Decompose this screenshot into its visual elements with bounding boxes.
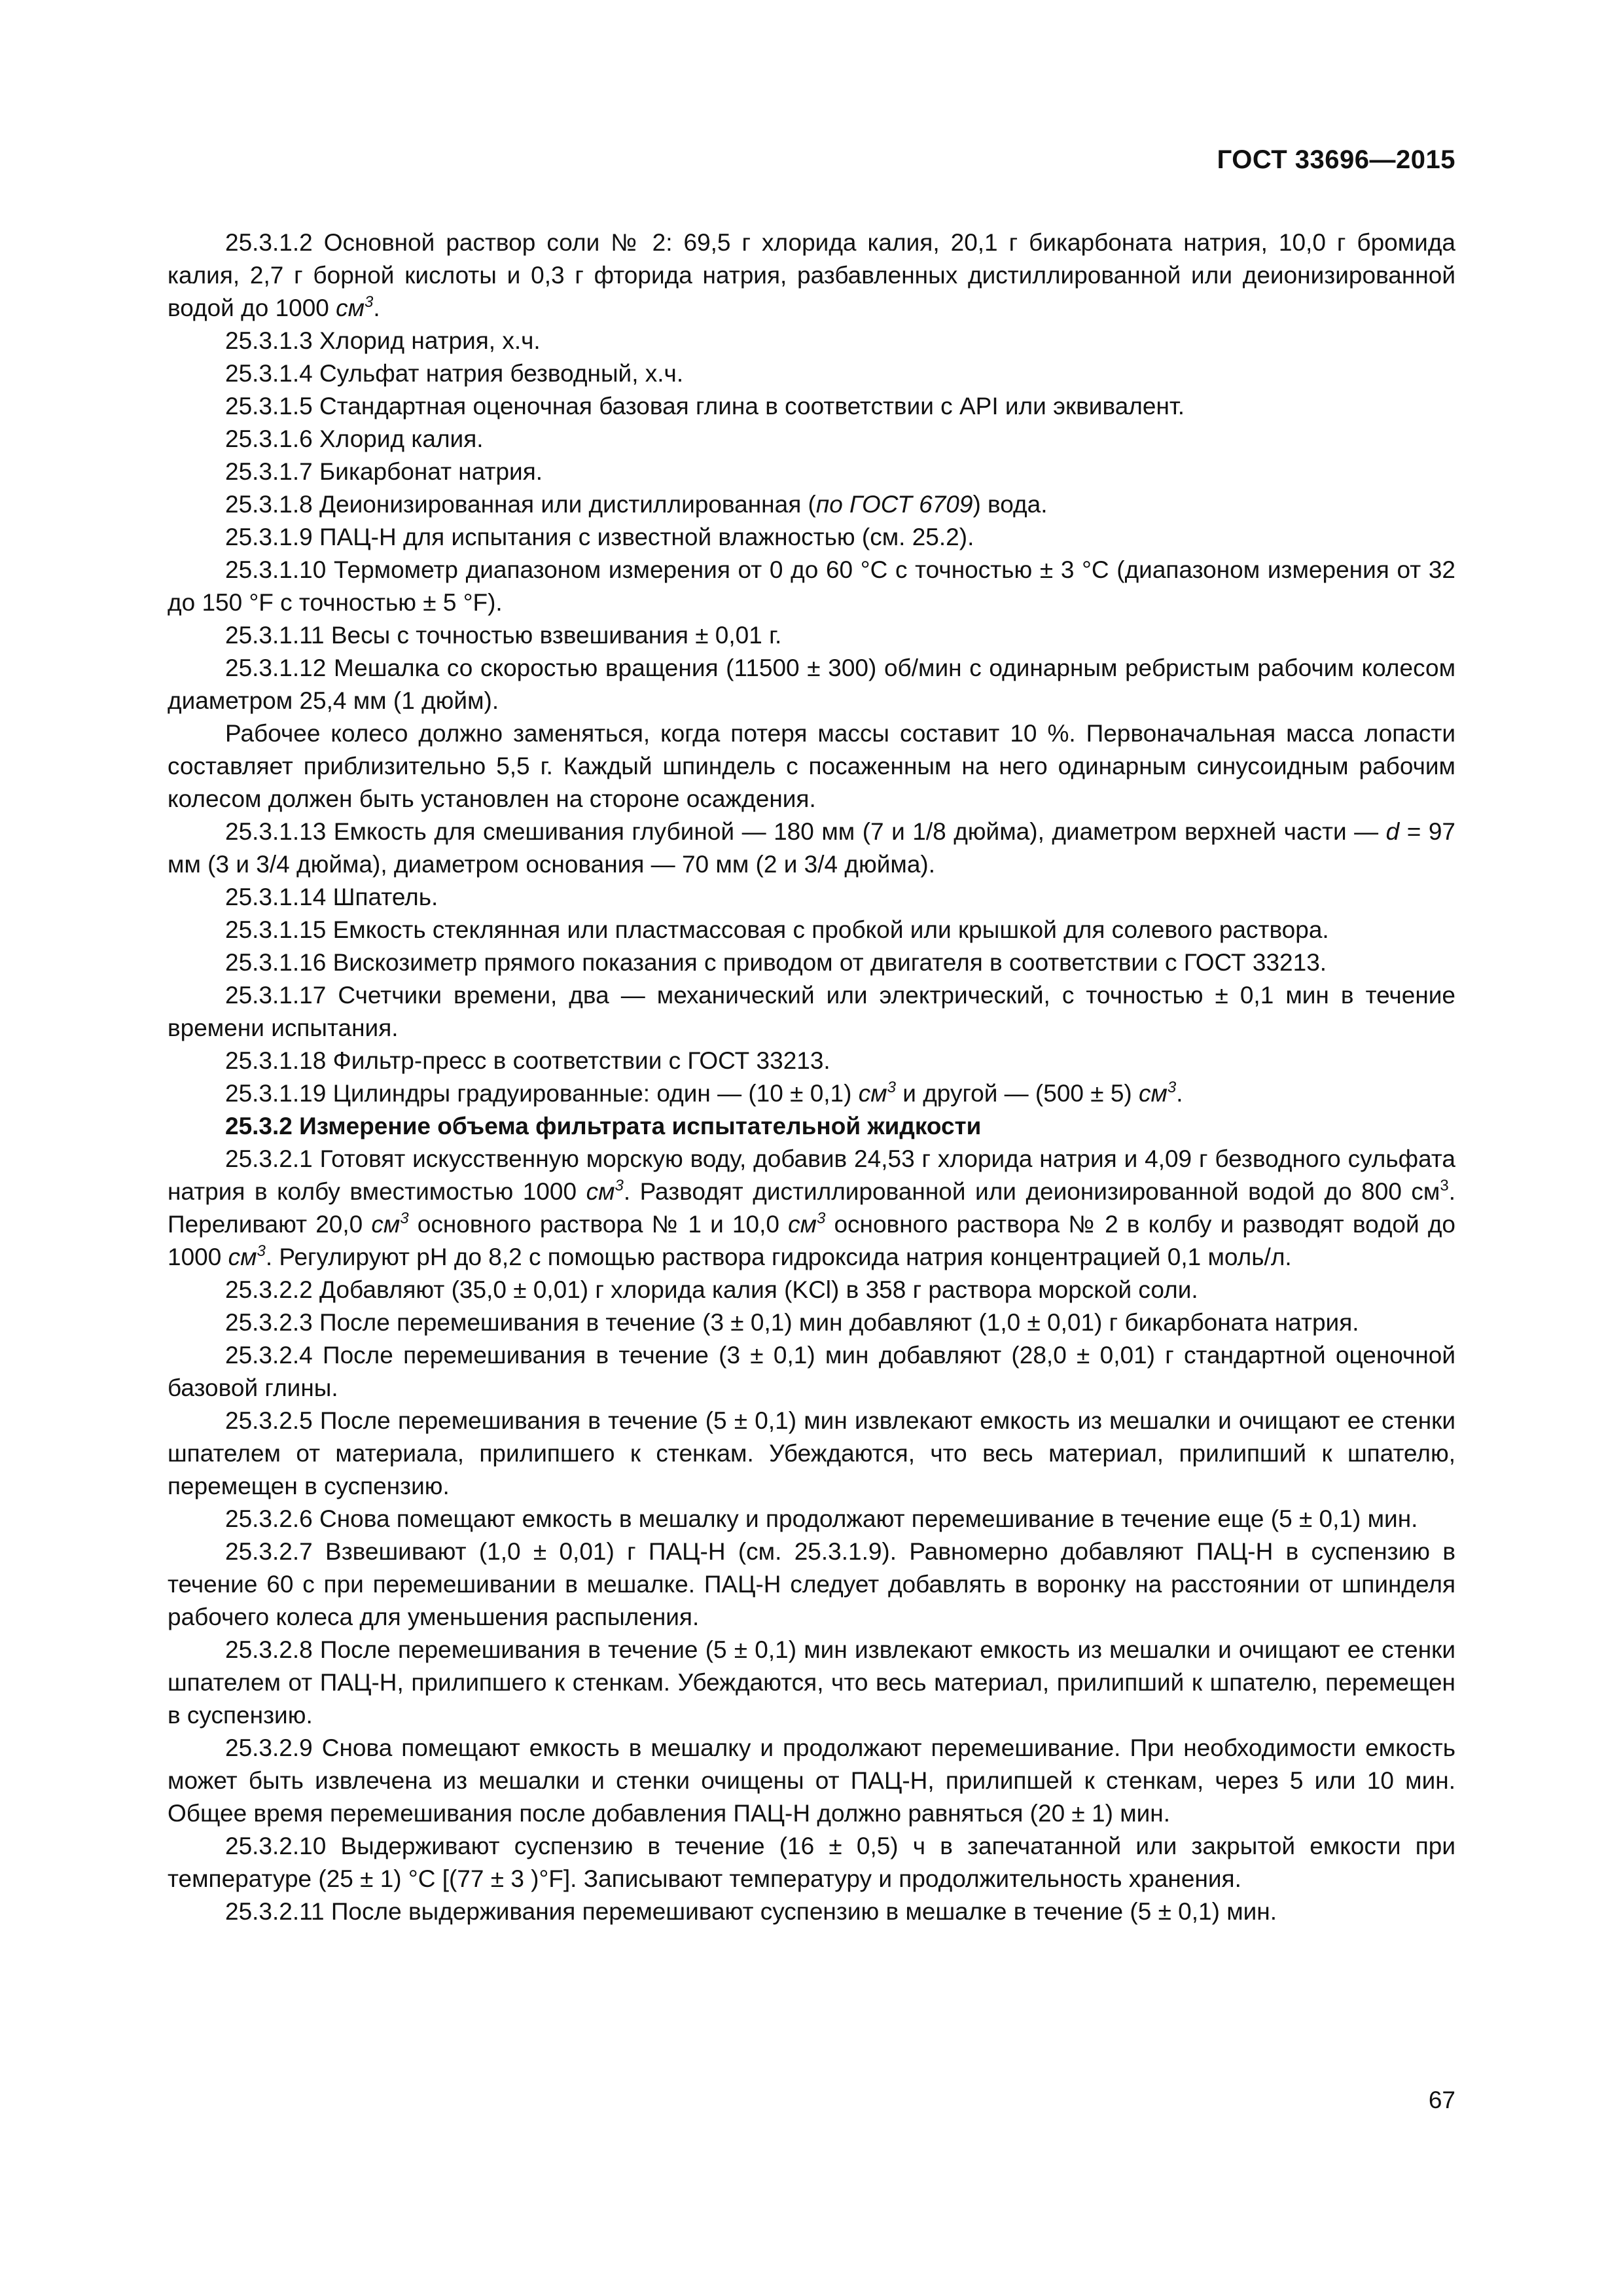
paragraph (168, 1306, 1455, 1339)
text-run: 25.3.1.10 Термометр диапазоном измерения от 0 до 60 °С с точностью ± 3 °С (диапазоном измерения от 32 до 150 °F с точностью ± 5 °F). (168, 556, 1455, 616)
text-run: 25.3.2.3 После перемешивания в течение (3 ± 0,1) мин добавляют (1,0 ± 0,01) г бикарбоната натрия. (225, 1309, 1359, 1336)
paragraph (168, 456, 1455, 488)
text-run: 25.3.1.8 Деионизированная или дистиллированная ( (225, 491, 816, 518)
paragraph (168, 717, 1455, 816)
superscript-text: 3 (816, 1210, 826, 1227)
text-run: 25.3.2.8 После перемешивания в течение (5 ± 0,1) мин извлекают емкость из мешалки и очищают ее стенки шпателем от ПАЦ-Н, прилипшего к стенкам. Убеждаются, что весь материал, прилипший к шпателю, перемещен в суспензию. (168, 1636, 1455, 1729)
paragraph (168, 1077, 1455, 1110)
text-run: 25.3.1.4 Сульфат натрия безводный, х.ч. (225, 360, 684, 387)
paragraph (168, 226, 1455, 325)
paragraph (168, 357, 1455, 390)
italic-text: см (336, 295, 365, 321)
text-run: 25.3.1.13 Емкость для смешивания глубиной — 180 мм (7 и 1/8 дюйма), диаметром верхней части — (225, 818, 1386, 845)
document-code-header: ГОСТ 33696—2015 (1217, 145, 1455, 174)
paragraph (168, 1274, 1455, 1306)
italic-text: см (228, 1244, 257, 1270)
text-run: 25.3.1.6 Хлорид калия. (225, 425, 484, 452)
paragraph (168, 816, 1455, 881)
text-run: 25.3.1.9 ПАЦ-Н для испытания с известной влажностью (см. 25.2). (225, 524, 974, 550)
paragraph (168, 1830, 1455, 1895)
paragraph (168, 521, 1455, 554)
text-run: 25.3.1.3 Хлорид натрия, х.ч. (225, 327, 541, 354)
superscript-text: 3 (1167, 1079, 1177, 1096)
italic-text: см (371, 1211, 401, 1238)
text-run: 25.3.1.19 Цилиндры градуированные: один — (10 ± 0,1) (225, 1080, 859, 1107)
paragraph (168, 881, 1455, 914)
document-body (168, 226, 1455, 1928)
superscript-text: 3 (365, 293, 374, 311)
text-run: 25.3.2 Измерение объема фильтрата испытательной жидкости (225, 1113, 982, 1139)
page-number: 67 (1428, 2087, 1455, 2113)
italic-text: по ГОСТ 6709 (815, 491, 973, 518)
text-run: . (373, 295, 380, 321)
paragraph (168, 1143, 1455, 1274)
paragraph (168, 652, 1455, 717)
superscript-text: 3 (257, 1242, 266, 1260)
superscript (400, 1210, 408, 1227)
text-run: 25.3.1.18 Фильтр-пресс в соответствии с ГОСТ 33213. (225, 1047, 830, 1074)
paragraph (168, 1405, 1455, 1503)
text-run: 25.3.1.12 Мешалка со скоростью вращения (11500 ± 300) об/мин с одинарным ребристым рабочим колесом диаметром 25,4 мм (1 дюйм). (168, 655, 1455, 714)
paragraph (168, 554, 1455, 619)
text-run: 25.3.2.9 Снова помещают емкость в мешалку и продолжают перемешивание. При необходимости емкость может быть извлечена из мешалки и стенки очищены от ПАЦ-Н, прилипшей к стенкам, через 5 или 10 мин. Общее время перемешивания после добавления ПАЦ-Н должно равняться (20 ± 1) мин. (168, 1734, 1455, 1827)
superscript-text: 3 (400, 1210, 409, 1227)
paragraph (168, 1732, 1455, 1830)
italic-text: см (858, 1080, 887, 1107)
text-run: 25.3.1.5 Стандартная оценочная базовая глина в соответствии с API или эквивалент. (225, 393, 1185, 420)
text-run: 25.3.1.16 Вискозиметр прямого показания с приводом от двигателя в соответствии с ГОСТ 33213. (225, 949, 1327, 976)
paragraph (168, 1503, 1455, 1535)
italic-text: d (1385, 818, 1400, 845)
text-run: . Регулируют pH до 8,2 с помощью раствора гидроксида натрия концентрацией 0,1 моль/л. (265, 1244, 1292, 1270)
text-run: 25.3.2.2 Добавляют (35,0 ± 0,01) г хлорида калия (KCl) в 358 г раствора морской соли. (225, 1276, 1198, 1303)
text-run: 25.3.1.2 Основной раствор соли № 2: 69,5 г хлорида калия, 20,1 г бикарбоната натрия, 10,0 г бромида калия, 2,7 г борной кислоты и 0,3 г фторида натрия, разбавленных дистиллированной или деионизированной водой до 1000 (168, 229, 1455, 321)
paragraph (168, 390, 1455, 423)
section-heading (168, 1110, 1455, 1143)
superscript (817, 1210, 825, 1227)
superscript (887, 1079, 896, 1096)
paragraph (168, 946, 1455, 979)
superscript (365, 293, 373, 311)
paragraph (168, 1895, 1455, 1928)
text-run: . Переливают 20,0 (168, 1178, 1455, 1238)
text-run: 25.3.2.7 Взвешивают (1,0 ± 0,01) г ПАЦ-Н (см. 25.3.1.9). Равномерно добавляют ПАЦ-Н в суспензию в течение 60 с при перемешивании в мешалке. ПАЦ-Н следует добавлять в воронку на расстоянии от шпинделя рабочего колеса для уменьшения распыления. (168, 1538, 1455, 1630)
superscript: 3 (1440, 1177, 1449, 1194)
paragraph (168, 1634, 1455, 1732)
paragraph (168, 423, 1455, 456)
paragraph (168, 1535, 1455, 1634)
paragraph (168, 1339, 1455, 1405)
text-run: = 97 мм (3 и 3/4 дюйма), диаметром основания — 70 мм (2 и 3/4 дюйма). (168, 818, 1456, 878)
text-run: 25.3.2.10 Выдерживают суспензию в течение (16 ± 0,5) ч в запечатанной или закрытой емкости при температуре (25 ± 1) °С [(77 ± 3 )°F]. Записывают температуру и продолжительность хранения. (168, 1833, 1455, 1892)
superscript-text: 3 (887, 1079, 896, 1096)
text-run: основного раствора № 2 в колбу и разводят водой до 1000 (168, 1211, 1455, 1270)
paragraph (168, 488, 1455, 521)
text-run: 25.3.2.4 После перемешивания в течение (3 ± 0,1) мин добавляют (28,0 ± 0,01) г стандартной оценочной базовой глины. (168, 1342, 1455, 1401)
text-run: 25.3.2.6 Снова помещают емкость в мешалку и продолжают перемешивание в течение еще (5 ± 0,1) мин. (225, 1505, 1418, 1532)
superscript (1168, 1079, 1176, 1096)
paragraph (168, 325, 1455, 357)
text-run: 25.3.1.11 Весы с точностью взвешивания ± 0,01 г. (225, 622, 782, 649)
text-run: ) вода. (972, 491, 1048, 518)
paragraph (168, 1045, 1455, 1077)
text-run: 25.3.2.1 Готовят искусственную морскую воду, добавив 24,53 г хлорида натрия и 4,09 г безводного сульфата натрия в колбу вместимостью 1000 (168, 1145, 1455, 1205)
text-run: 25.3.2.5 После перемешивания в течение (5 ± 0,1) мин извлекают емкость из мешалки и очищают ее стенки шпателем от материала, прилипшего к стенкам. Убеждаются, что весь материал, прилипший к шпателю, перемещен в суспензию. (168, 1407, 1455, 1499)
paragraph (168, 619, 1455, 652)
italic-text: см (586, 1178, 615, 1205)
paragraph (168, 914, 1455, 946)
superscript-text: 3 (615, 1177, 624, 1194)
superscript (615, 1177, 623, 1194)
text-run: 25.3.1.14 Шпатель. (225, 884, 438, 910)
superscript (257, 1242, 265, 1260)
text-run: . (1176, 1080, 1183, 1107)
paragraph (168, 979, 1455, 1045)
italic-text: см (788, 1211, 817, 1238)
italic-text: см (1139, 1080, 1168, 1107)
text-run: 25.3.1.17 Счетчики времени, два — механический или электрический, с точностью ± 0,1 мин в течение времени испытания. (168, 982, 1455, 1041)
text-run: 25.3.2.11 После выдерживания перемешивают суспензию в мешалке в течение (5 ± 0,1) мин. (225, 1898, 1277, 1925)
text-run: 25.3.1.7 Бикарбонат натрия. (225, 458, 543, 485)
text-run: Рабочее колесо должно заменяться, когда потеря массы составит 10 %. Первоначальная масса лопасти составляет приблизительно 5,5 г. Каждый шпиндель с посаженным на него одинарным синусоидным рабочим колесом должен быть установлен на стороне осаждения. (168, 720, 1455, 812)
text-run: и другой — (500 ± 5) (895, 1080, 1139, 1107)
text-run: основного раствора № 1 и 10,0 (408, 1211, 789, 1238)
text-run: . Разводят дистиллированной или деионизированной водой до 800 см (623, 1178, 1440, 1205)
text-run: 25.3.1.15 Емкость стеклянная или пластмассовая с пробкой или крышкой для солевого раствора. (225, 916, 1329, 943)
